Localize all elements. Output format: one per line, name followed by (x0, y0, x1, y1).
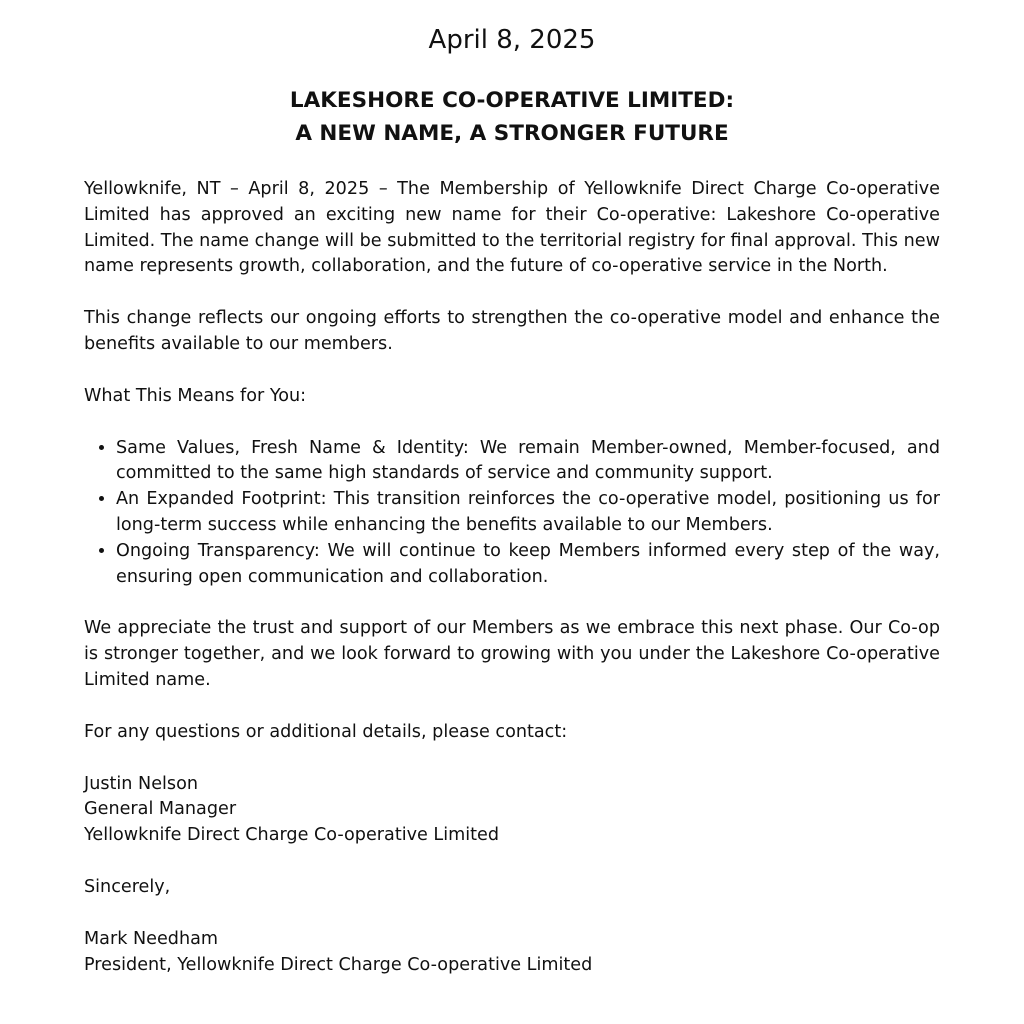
signature-block (84, 927, 940, 979)
contact-block (84, 772, 940, 849)
list-item: • An Expanded Footprint: This transition reinforces the co-operative model, positioning us for long-term success while enhancing the benefits available to our Members. (116, 487, 940, 539)
letter-title (84, 84, 940, 150)
list-item: • Ongoing Transparency: We will continue to keep Members informed every step of the way, ensuring open communication and collaboration. (116, 539, 940, 591)
appreciation-paragraph: We appreciate the trust and support of our Members as we embrace this next phase. Our Co-op is stronger together, and we look forward to growing with you under the Lakeshore Co-operative Limited name. (84, 618, 940, 690)
letter-date: April 8, 2025 (428, 25, 596, 55)
signatory-role: President, Yellowknife Direct Charge Co-operative Limited (84, 954, 593, 975)
closing: Sincerely, (84, 876, 171, 897)
what-this-means-heading: What This Means for You: (84, 385, 307, 406)
benefits-list (84, 436, 940, 591)
signatory-name: Mark Needham (84, 928, 219, 949)
title-line-2: A NEW NAME, A STRONGER FUTURE (295, 121, 729, 146)
change-paragraph: This change reflects our ongoing efforts to strengthen the co-operative model and enhance the benefits available to our members. (84, 308, 940, 354)
contact-name: Justin Nelson (84, 773, 198, 794)
list-item: • Same Values, Fresh Name & Identity: We remain Member-owned, Member-focused, and committed to the same high standards of service and community support. (116, 436, 940, 488)
intro-paragraph: Yellowknife, NT – April 8, 2025 – The Membership of Yellowknife Direct Charge Co-operative Limited has approved an exciting new name for their Co-operative: Lakeshore Co-operative Limited. The name change will be submitted to the territorial registry for final approval. This new name represents growth, collaboration, and the future of co-operative service in the North. (84, 179, 940, 277)
contact-organization: Yellowknife Direct Charge Co-operative Limited (84, 825, 500, 846)
questions-paragraph: For any questions or additional details, please contact: (84, 721, 568, 742)
contact-role: General Manager (84, 799, 237, 820)
title-line-1: LAKESHORE CO-OPERATIVE LIMITED: (289, 88, 735, 113)
